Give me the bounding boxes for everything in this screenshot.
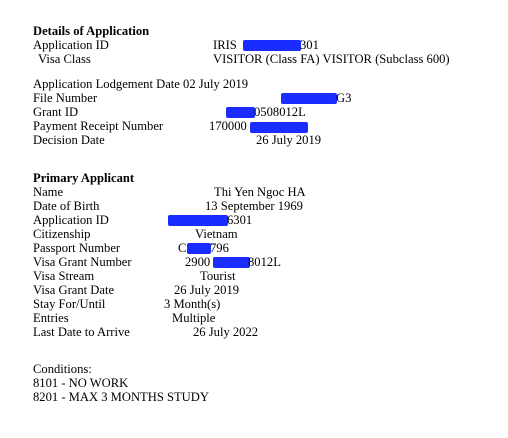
visa-grant-number-prefix: 2900 [185, 255, 211, 269]
visa-grant-date-value: 26 July 2019 [174, 283, 240, 297]
file-number-suffix: G3 [336, 91, 352, 105]
dob-value: 13 September 1969 [205, 199, 303, 213]
stay-for-value: 3 Month(s) [164, 297, 221, 311]
primary-applicant-heading: Primary Applicant [33, 171, 135, 185]
payment-receipt-label: Payment Receipt Number [33, 119, 164, 133]
application-id-suffix: 301 [300, 38, 319, 52]
grant-id-suffix: 0508012L [254, 105, 306, 119]
visa-grant-number-suffix: 8012L [248, 255, 281, 269]
visa-grant-date-label: Visa Grant Date [33, 283, 115, 297]
applicant-application-id-label: Application ID [33, 213, 109, 227]
grant-id-label: Grant ID [33, 105, 79, 119]
redaction-mark [187, 243, 211, 254]
condition-item: 8101 - NO WORK [33, 376, 129, 390]
redaction-mark [226, 107, 255, 118]
details-heading: Details of Application [33, 24, 150, 38]
name-label: Name [33, 185, 64, 199]
redaction-mark [168, 215, 228, 226]
dob-label: Date of Birth [33, 199, 100, 213]
citizenship-value: Vietnam [195, 227, 238, 241]
redaction-mark [250, 122, 308, 133]
application-id-label: Application ID [33, 38, 109, 52]
application-id-prefix: IRIS [213, 38, 237, 52]
entries-value: Multiple [172, 311, 216, 325]
visa-class-label: Visa Class [38, 52, 91, 66]
decision-date-label: Decision Date [33, 133, 105, 147]
last-date-to-arrive-value: 26 July 2022 [193, 325, 259, 339]
visa-grant-number-label: Visa Grant Number [33, 255, 132, 269]
lodgement-date: Application Lodgement Date 02 July 2019 [33, 77, 249, 91]
passport-number-suffix: 796 [210, 241, 229, 255]
entries-label: Entries [33, 311, 69, 325]
visa-class-value: VISITOR (Class FA) VISITOR (Subclass 600) [213, 52, 450, 66]
payment-receipt-prefix: 170000 [209, 119, 247, 133]
redaction-mark [281, 93, 337, 104]
redaction-mark [213, 257, 250, 268]
passport-number-prefix: C [178, 241, 187, 255]
passport-number-label: Passport Number [33, 241, 121, 255]
citizenship-label: Citizenship [33, 227, 91, 241]
stay-for-label: Stay For/Until [33, 297, 106, 311]
visa-stream-label: Visa Stream [33, 269, 95, 283]
condition-item: 8201 - MAX 3 MONTHS STUDY [33, 390, 209, 404]
redaction-mark [243, 40, 301, 51]
visa-stream-value: Tourist [200, 269, 236, 283]
last-date-to-arrive-label: Last Date to Arrive [33, 325, 130, 339]
name-value: Thi Yen Ngoc HA [214, 185, 306, 199]
decision-date-value: 26 July 2019 [256, 133, 322, 147]
conditions-heading: Conditions: [33, 362, 92, 376]
applicant-application-id-suffix: 6301 [227, 213, 253, 227]
file-number-label: File Number [33, 91, 98, 105]
